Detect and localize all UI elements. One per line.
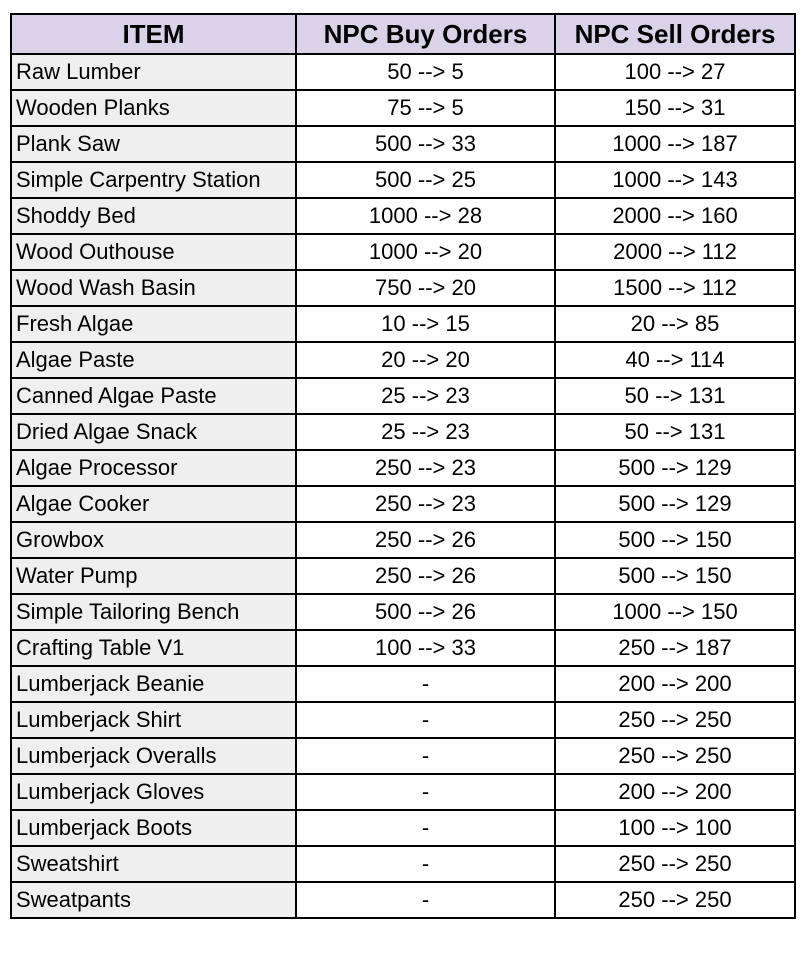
table-row	[11, 450, 795, 486]
table-row	[11, 198, 795, 234]
buy-order-cell: 750 --> 20	[296, 270, 555, 306]
sell-order-cell: 20 --> 85	[555, 306, 795, 342]
table-row	[11, 378, 795, 414]
buy-order-cell: 250 --> 26	[296, 558, 555, 594]
table-row	[11, 702, 795, 738]
buy-order-cell: 25 --> 23	[296, 378, 555, 414]
item-cell: Shoddy Bed	[11, 198, 296, 234]
buy-order-cell: 20 --> 20	[296, 342, 555, 378]
table-row	[11, 486, 795, 522]
table-row	[11, 270, 795, 306]
sell-order-cell: 1500 --> 112	[555, 270, 795, 306]
sell-order-cell: 40 --> 114	[555, 342, 795, 378]
item-cell: Fresh Algae	[11, 306, 296, 342]
sell-order-cell: 250 --> 187	[555, 630, 795, 666]
buy-order-cell: 25 --> 23	[296, 414, 555, 450]
buy-order-cell: -	[296, 810, 555, 846]
table-row	[11, 810, 795, 846]
sell-order-cell: 50 --> 131	[555, 414, 795, 450]
buy-order-cell: 250 --> 26	[296, 522, 555, 558]
buy-order-cell: -	[296, 666, 555, 702]
item-cell: Algae Cooker	[11, 486, 296, 522]
buy-order-cell: 250 --> 23	[296, 486, 555, 522]
buy-order-cell: 500 --> 25	[296, 162, 555, 198]
buy-order-cell: -	[296, 774, 555, 810]
table-row	[11, 594, 795, 630]
item-cell: Sweatshirt	[11, 846, 296, 882]
item-cell: Lumberjack Overalls	[11, 738, 296, 774]
item-cell: Wood Outhouse	[11, 234, 296, 270]
header-item: ITEM	[11, 14, 296, 54]
sell-order-cell: 250 --> 250	[555, 702, 795, 738]
buy-order-cell: 75 --> 5	[296, 90, 555, 126]
item-cell: Lumberjack Beanie	[11, 666, 296, 702]
buy-order-cell: 100 --> 33	[296, 630, 555, 666]
table-row	[11, 558, 795, 594]
table-row	[11, 234, 795, 270]
table-row	[11, 882, 795, 918]
table-header	[11, 14, 795, 54]
sell-order-cell: 100 --> 27	[555, 54, 795, 90]
header-npc-buy-orders: NPC Buy Orders	[296, 14, 555, 54]
item-cell: Wooden Planks	[11, 90, 296, 126]
buy-order-cell: 50 --> 5	[296, 54, 555, 90]
sell-order-cell: 1000 --> 143	[555, 162, 795, 198]
table-row	[11, 90, 795, 126]
buy-order-cell: -	[296, 702, 555, 738]
table-row	[11, 162, 795, 198]
item-cell: Crafting Table V1	[11, 630, 296, 666]
header-npc-sell-orders: NPC Sell Orders	[555, 14, 795, 54]
item-cell: Algae Processor	[11, 450, 296, 486]
price-table	[10, 13, 796, 919]
sell-order-cell: 100 --> 100	[555, 810, 795, 846]
buy-order-cell: -	[296, 846, 555, 882]
table-row	[11, 630, 795, 666]
item-cell: Water Pump	[11, 558, 296, 594]
buy-order-cell: 1000 --> 20	[296, 234, 555, 270]
sell-order-cell: 2000 --> 112	[555, 234, 795, 270]
item-cell: Lumberjack Shirt	[11, 702, 296, 738]
sell-order-cell: 200 --> 200	[555, 666, 795, 702]
sell-order-cell: 1000 --> 150	[555, 594, 795, 630]
buy-order-cell: 10 --> 15	[296, 306, 555, 342]
item-cell: Canned Algae Paste	[11, 378, 296, 414]
sell-order-cell: 200 --> 200	[555, 774, 795, 810]
sell-order-cell: 50 --> 131	[555, 378, 795, 414]
table-row	[11, 846, 795, 882]
item-cell: Raw Lumber	[11, 54, 296, 90]
sell-order-cell: 500 --> 129	[555, 450, 795, 486]
header-row	[11, 14, 795, 54]
buy-order-cell: -	[296, 882, 555, 918]
buy-order-cell: 250 --> 23	[296, 450, 555, 486]
sell-order-cell: 500 --> 150	[555, 522, 795, 558]
table-row	[11, 666, 795, 702]
sell-order-cell: 500 --> 129	[555, 486, 795, 522]
item-cell: Lumberjack Boots	[11, 810, 296, 846]
sell-order-cell: 250 --> 250	[555, 882, 795, 918]
table-row	[11, 522, 795, 558]
buy-order-cell: -	[296, 738, 555, 774]
sell-order-cell: 2000 --> 160	[555, 198, 795, 234]
buy-order-cell: 500 --> 33	[296, 126, 555, 162]
table-row	[11, 342, 795, 378]
item-cell: Dried Algae Snack	[11, 414, 296, 450]
table-row	[11, 54, 795, 90]
item-cell: Wood Wash Basin	[11, 270, 296, 306]
sell-order-cell: 250 --> 250	[555, 738, 795, 774]
item-cell: Simple Tailoring Bench	[11, 594, 296, 630]
sell-order-cell: 1000 --> 187	[555, 126, 795, 162]
table-body	[11, 54, 795, 918]
table-row	[11, 738, 795, 774]
item-cell: Growbox	[11, 522, 296, 558]
buy-order-cell: 1000 --> 28	[296, 198, 555, 234]
table-row	[11, 774, 795, 810]
item-cell: Algae Paste	[11, 342, 296, 378]
item-cell: Plank Saw	[11, 126, 296, 162]
table-row	[11, 414, 795, 450]
item-cell: Lumberjack Gloves	[11, 774, 296, 810]
sell-order-cell: 150 --> 31	[555, 90, 795, 126]
sell-order-cell: 250 --> 250	[555, 846, 795, 882]
table-row	[11, 306, 795, 342]
sell-order-cell: 500 --> 150	[555, 558, 795, 594]
item-cell: Sweatpants	[11, 882, 296, 918]
item-cell: Simple Carpentry Station	[11, 162, 296, 198]
table-row	[11, 126, 795, 162]
buy-order-cell: 500 --> 26	[296, 594, 555, 630]
